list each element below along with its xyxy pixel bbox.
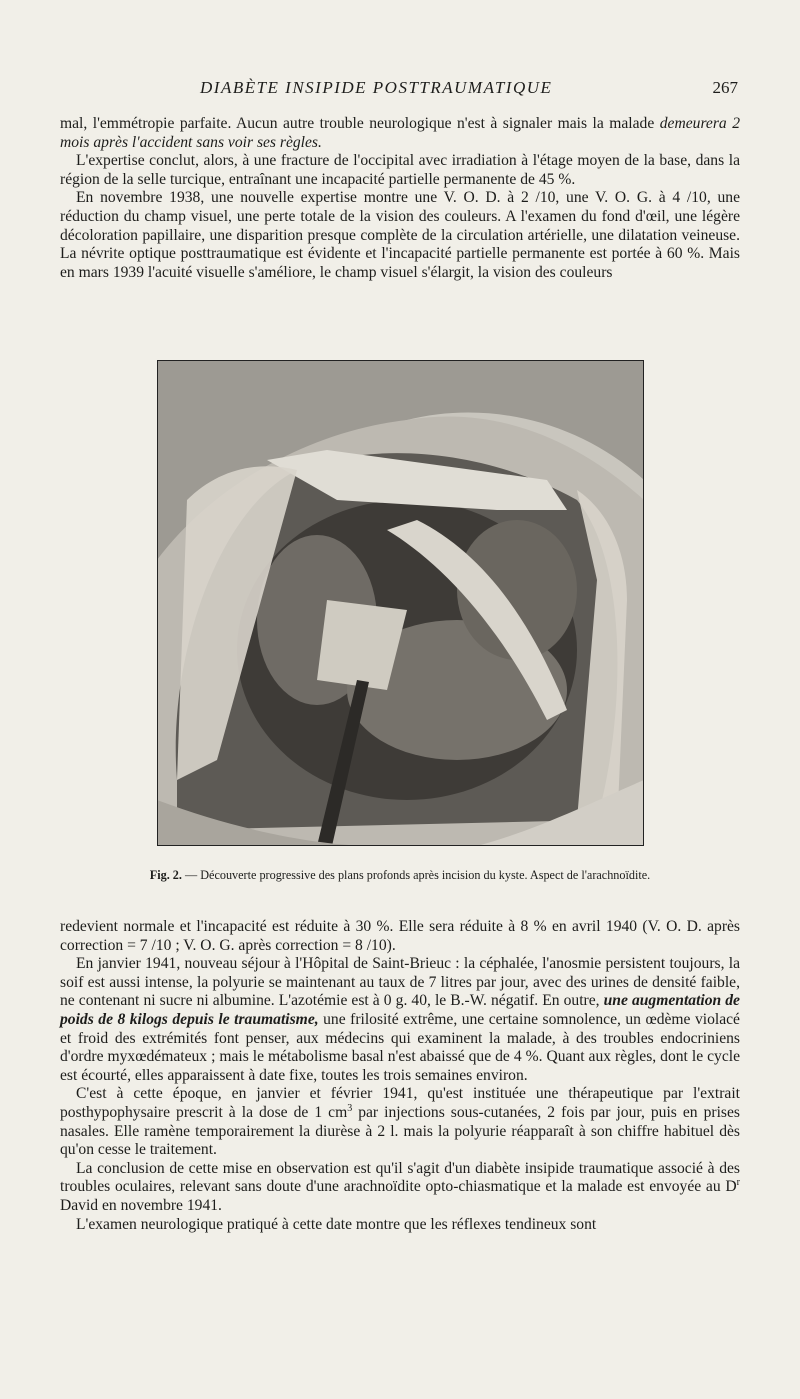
superscript: 3 (347, 1102, 353, 1114)
paragraph-text: par injections sous-cutanées, 2 fois par jour, puis en prises nasales. Elle ramène temporairement la diurèse à 2 l. mais la polyurie réapparaît à son chiffre habituel dès qu'on cesse le traitement. (60, 1103, 740, 1159)
italic-text: une augmentation de poids de 8 kilogs depuis le traumatisme, (60, 992, 740, 1028)
paragraph-text: une frilosité extrême, une certaine somnolence, un œdème violacé et froid des extrémités font penser, aux médecins qui examinent la malade, à des troubles endocriniens d'ordre myxœdémateux ; mais le métabolisme basal n'est abaissé que de 4 %. Quant aux règles, dont le cycle est écourté, elles apparaissent à date fixe, toutes les trois semaines environ. (60, 1010, 740, 1084)
paragraph (60, 1160, 740, 1216)
caption-text: — Découverte progressive des plans profonds après incision du kyste. Aspect de l'arachnoïdite. (181, 868, 651, 882)
paragraph: redevient normale et l'incapacité est réduite à 30 %. Elle sera réduite à 8 % en avril 1940 (V. O. D. après correction = 7 /10 ; V. O. G. après correction = 8 /10). (60, 918, 740, 954)
running-header (60, 78, 738, 100)
paragraph: L'expertise conclut, alors, à une fracture de l'occipital avec irradiation à l'étage moyen de la base, dans la région de la selle turcique, entraînant une incapacité partielle permanente de 45 %. (60, 152, 740, 188)
paragraph (60, 955, 740, 1085)
italic-text: demeurera 2 mois après l'accident sans voir ses règles. (60, 115, 740, 151)
page-number: 267 (712, 78, 738, 97)
superscript: r (736, 1177, 740, 1189)
paragraph: L'examen neurologique pratiqué à cette date montre que les réflexes tendineux sont (76, 1215, 597, 1233)
figure-caption (60, 868, 740, 883)
paragraph-text: En janvier 1941, nouveau séjour à l'Hôpital de Saint-Brieuc : la céphalée, l'anosmie persistent toujours, la soif est aussi intense, la polyurie se maintenant au taux de 7 litres par jour, avec des urines de densité faible, ne contenant ni sucre ni albumine. L'azotémie est à 0 g. 40, le B.-W. négatif. En outre, (60, 955, 740, 1010)
bottom-text-block (60, 918, 740, 1234)
figure-label: Fig. 2. (149, 868, 182, 882)
top-text-block (60, 115, 740, 282)
paragraph-text: David en novembre 1941. (60, 1196, 222, 1214)
running-title: DIABÈTE INSIPIDE POSTTRAUMATIQUE (200, 78, 553, 97)
paragraph (60, 1085, 740, 1159)
paragraph: En novembre 1938, une nouvelle expertise montre une V. O. D. à 2 /10, une V. O. G. à 4 /10, une réduction du champ visuel, une perte totale de la vision des couleurs. A l'examen du fond d'œil, une légère décoloration papillaire, une disparition presque complète de la circulation artérielle, une dilatation veineuse. La névrite optique posttraumatique est évidente et l'incapacité partielle permanente est portée à 60 %. Mais en mars 1939 l'acuité visuelle s'améliore, le champ visuel s'élargit, la vision des couleurs (60, 189, 740, 281)
figure-illustration (157, 360, 644, 846)
paragraph-text: mal, l'emmétropie parfaite. Aucun autre trouble neurologique n'est à signaler mais la malade (60, 115, 655, 132)
surgical-illustration (157, 360, 644, 846)
paragraph (60, 115, 740, 152)
paragraph-text: C'est à cette époque, en janvier et février 1941, qu'est instituée une thérapeutique par l'extrait posthypophysaire prescrit à la dose de 1 cm (60, 1085, 740, 1121)
paragraph-text: La conclusion de cette mise en observation est qu'il s'agit d'un diabète insipide traumatique associé à des troubles oculaires, relevant sans doute d'une arachnoïdite opto-chiasmatique et la malade est envoyée au D (60, 1159, 740, 1196)
